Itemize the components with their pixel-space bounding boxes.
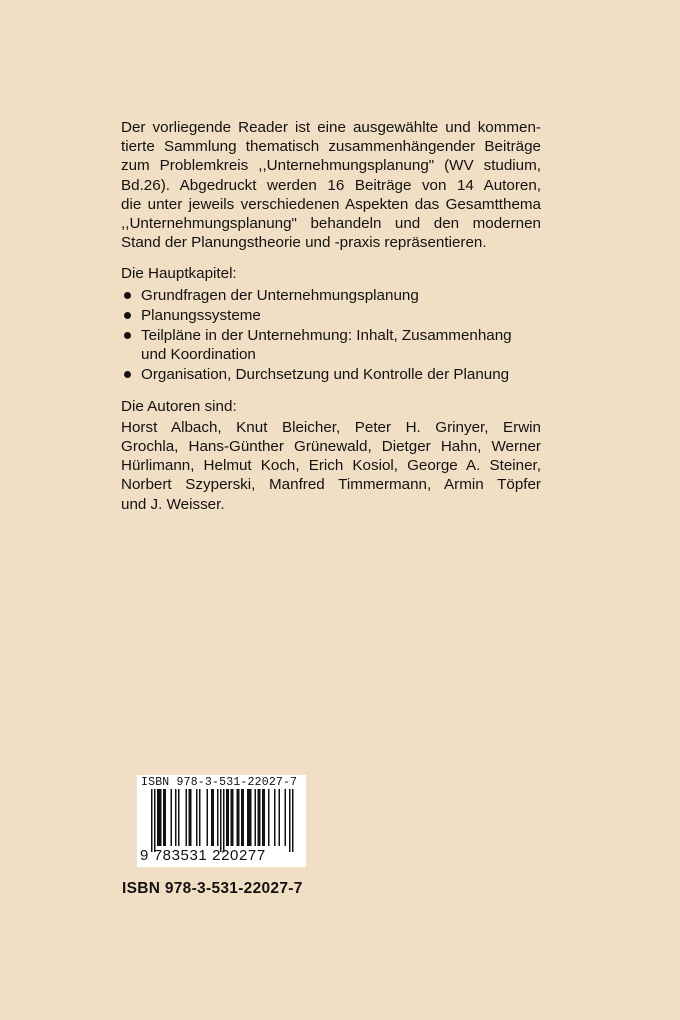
barcode-bar [279,789,281,846]
barcode-bar [157,789,159,846]
barcode-bar [264,789,266,846]
author-line: Grochla, Hans-Günther Grünewald, Dietger Hahn, Werner [121,438,541,456]
barcode-bar [226,789,228,846]
intro-line: Der vorliegende Reader ist eine ausgewählte und kommen- [121,119,541,136]
barcode-bar [274,789,276,846]
barcode-bar [247,789,249,846]
authors-heading: Die Autoren sind: [121,397,237,415]
barcode-bar [292,789,294,852]
barcode-bar [160,789,162,846]
barcode-bar [259,789,261,846]
barcode-bar [228,789,230,846]
barcode-bar [199,789,201,846]
authors-paragraph [121,418,541,514]
barcode-bar [207,789,209,846]
barcode-bar [289,789,291,852]
chapters-heading: Die Hauptkapitel: [121,265,237,283]
chapter-item: Grundfragen der Unternehmungsplanung [121,286,541,305]
barcode-bar [232,789,234,846]
barcode-bar [262,789,264,846]
intro-line: ,,Unternehmungsplanung" behandeln und den modernen [121,215,541,233]
author-line: und J. Weisser. [121,495,225,513]
barcode-bar [175,789,177,846]
barcode-bar [189,789,191,846]
barcode-bar [241,789,243,846]
intro-line: die unter jeweils verschiedenen Aspekten das Gesamtthema [121,195,541,213]
barcode-top-label: ISBN 978-3-531-22027-7 [141,776,298,789]
chapters-list [121,286,541,385]
barcode-bar [159,789,161,846]
barcode-bar [231,789,233,846]
barcode-bar [211,789,213,846]
barcode-bar [268,789,270,846]
barcode-bar [190,789,192,846]
barcode-bar [285,789,287,846]
intro-paragraph [121,118,541,252]
barcode-bar [151,789,153,852]
barcode-bar [255,789,257,846]
author-line: Horst Albach, Knut Bleicher, Peter H. Grinyer, Erwin [121,418,541,436]
author-line: Hürlimann, Helmut Koch, Erich Kosiol, George A. Steiner, [121,457,541,475]
barcode-bar [250,789,252,846]
barcode-bar [165,789,167,846]
barcode-bar [243,789,245,846]
isbn-barcode [137,775,306,867]
barcode-bar [217,789,219,846]
intro-line: Stand der Planungstheorie und -praxis repräsentieren. [121,234,487,252]
intro-line: Bd.26). Abgedruckt werden 16 Beiträge von 14 Autoren, [121,176,541,194]
barcode-bar [154,789,156,852]
chapter-item: Teilpläne in der Unternehmung: Inhalt, Zusammenhang und Koordination [121,326,541,364]
barcode-bar [223,789,225,852]
barcode-bar [258,789,260,846]
barcode-digits: 9 783531 220277 [140,847,266,864]
barcode-bar [213,789,215,846]
back-cover-text [121,118,541,514]
intro-line: tierte Sammlung thematisch zusammenhängender Beiträge [121,138,541,156]
barcode-bar [249,789,251,846]
barcode-bar [186,789,188,846]
barcode-bar [196,789,198,846]
barcode-bar [178,789,180,846]
barcode-bar [163,789,165,846]
barcode-bar [237,789,239,846]
barcode-bar [220,789,222,852]
intro-line: zum Problemkreis ,,Unternehmungsplanung" (WV studium, [121,157,541,175]
barcode-bar [238,789,240,846]
barcode-bar [171,789,173,846]
chapter-item: Organisation, Durchsetzung und Kontrolle der Planung [121,365,541,384]
author-line: Norbert Szyperski, Manfred Timmermann, Armin Töpfer [121,476,541,494]
isbn-number: ISBN 978-3-531-22027-7 [122,880,303,897]
chapter-item: Planungssysteme [121,306,541,325]
